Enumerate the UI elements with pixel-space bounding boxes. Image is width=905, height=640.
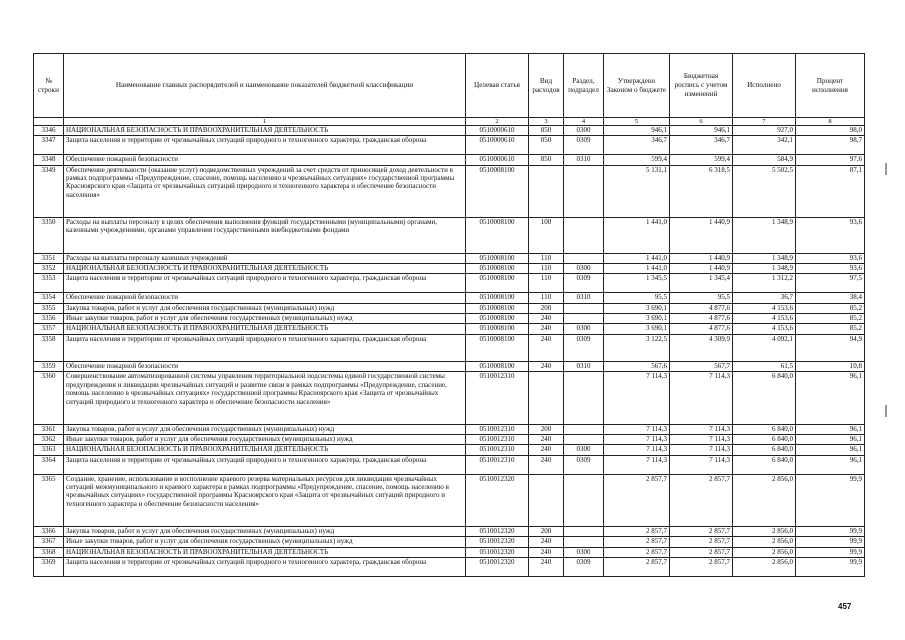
budget-list-amount: 1 440,9 xyxy=(670,263,733,273)
header-row-num: № строки xyxy=(34,54,64,118)
row-name: НАЦИОНАЛЬНАЯ БЕЗОПАСНОСТЬ И ПРАВООХРАНИТЕЛЬНАЯ ДЕЯТЕЛЬНОСТЬ xyxy=(64,445,466,455)
row-number: 3354 xyxy=(34,293,64,303)
table-row xyxy=(34,126,865,136)
column-number: 1 xyxy=(64,118,466,126)
target-article: 0510012310 xyxy=(466,372,529,424)
expense-type xyxy=(529,474,564,526)
budget-list-amount: 7 114,3 xyxy=(670,424,733,434)
table-row xyxy=(34,313,865,323)
row-number: 3346 xyxy=(34,126,64,136)
executed-amount: 2 856,0 xyxy=(733,474,796,526)
execution-percent: 85,2 xyxy=(796,324,865,334)
expense-type xyxy=(529,165,564,217)
section-code xyxy=(564,303,604,313)
execution-percent: 99,9 xyxy=(796,547,865,557)
budget-list-amount: 346,7 xyxy=(670,136,733,155)
budget-list-amount: 946,1 xyxy=(670,126,733,136)
row-number: 3353 xyxy=(34,274,64,293)
header-executed: Исполнено xyxy=(733,54,796,118)
row-number: 3364 xyxy=(34,455,64,474)
executed-amount: 927,0 xyxy=(733,126,796,136)
table-row xyxy=(34,424,865,434)
execution-percent: 10,8 xyxy=(796,361,865,371)
target-article: 0510008100 xyxy=(466,253,529,263)
approved-amount: 7 114,3 xyxy=(604,445,670,455)
execution-percent: 98,0 xyxy=(796,126,865,136)
budget-list-amount: 4 877,6 xyxy=(670,313,733,323)
executed-amount: 2 856,0 xyxy=(733,527,796,537)
section-code xyxy=(564,537,604,547)
budget-list-amount: 7 114,3 xyxy=(670,455,733,474)
row-number: 3347 xyxy=(34,136,64,155)
section-code xyxy=(564,165,604,217)
approved-amount: 2 857,7 xyxy=(604,474,670,526)
header-percent: Процент исполнения xyxy=(796,54,865,118)
column-number: 8 xyxy=(796,118,865,126)
section-code xyxy=(564,253,604,263)
table-row xyxy=(34,527,865,537)
row-name: Защита населения и территории от чрезвычайных ситуаций природного и техногенного характера, гражданская оборона xyxy=(64,455,466,474)
table-row xyxy=(34,293,865,303)
row-number: 3358 xyxy=(34,334,64,361)
row-name: Создание, хранение, использование и восполнение краевого резерва материальных ресурсов для ликвидации чрезвычайных ситуаций межмуниципального и краевого характера в рамках подпрограммы «Предупреждение, спасение, помощь населению в чрезвычайных ситуациях» государственной программы Красноярского края «Защита от чрезвычайных ситуаций природного и техногенного характера и обеспечение безопасности населения» xyxy=(64,474,466,526)
row-number: 3363 xyxy=(34,445,64,455)
executed-amount: 6 840,0 xyxy=(733,372,796,424)
row-number: 3349 xyxy=(34,165,64,217)
execution-percent: 97,6 xyxy=(796,155,865,165)
table-row xyxy=(34,334,865,361)
expense-type: 110 xyxy=(529,253,564,263)
section-code: 0300 xyxy=(564,126,604,136)
target-article: 0510008100 xyxy=(466,165,529,217)
budget-list-amount: 4 877,6 xyxy=(670,324,733,334)
execution-percent: 99,9 xyxy=(796,537,865,547)
executed-amount: 4 092,1 xyxy=(733,334,796,361)
executed-amount: 1 312,2 xyxy=(733,274,796,293)
row-number: 3351 xyxy=(34,253,64,263)
table-row xyxy=(34,165,865,217)
row-name: Расходы на выплаты персоналу в целях обеспечения выполнения функций государственными (муниципальными) органами, казенными учреждениями, органами управления государственными внебюджетными фондами xyxy=(64,217,466,253)
approved-amount: 599,4 xyxy=(604,155,670,165)
executed-amount: 36,7 xyxy=(733,293,796,303)
budget-list-amount: 7 114,3 xyxy=(670,435,733,445)
row-number: 3356 xyxy=(34,313,64,323)
expense-type: 110 xyxy=(529,274,564,293)
approved-amount: 1 345,5 xyxy=(604,274,670,293)
target-article: 0510008100 xyxy=(466,361,529,371)
executed-amount: 6 840,0 xyxy=(733,424,796,434)
header-budget-list: Бюджетная роспись с учетом изменений xyxy=(670,54,733,118)
execution-percent: 98,7 xyxy=(796,136,865,155)
execution-percent: 93,6 xyxy=(796,263,865,273)
budget-list-amount: 567,7 xyxy=(670,361,733,371)
section-code xyxy=(564,313,604,323)
row-name: Обеспечение пожарной безопасности xyxy=(64,361,466,371)
header-name: Наименование главных распорядителей и наименование показателей бюджетной классификации xyxy=(64,54,466,118)
executed-amount: 2 856,0 xyxy=(733,547,796,557)
column-numbers-row xyxy=(34,118,865,126)
budget-list-amount: 599,4 xyxy=(670,155,733,165)
expense-type: 850 xyxy=(529,155,564,165)
table-row xyxy=(34,558,865,577)
target-article: 0510000610 xyxy=(466,126,529,136)
row-number: 3355 xyxy=(34,303,64,313)
section-code: 0300 xyxy=(564,547,604,557)
table-row xyxy=(34,537,865,547)
budget-list-amount: 4 309,9 xyxy=(670,334,733,361)
table-row xyxy=(34,136,865,155)
expense-type xyxy=(529,372,564,424)
execution-percent: 97,5 xyxy=(796,274,865,293)
target-article: 0510012310 xyxy=(466,435,529,445)
row-name: Совершенствование автоматизированной системы управления территориальной подсистемы единой государственной системы предупреждения и ликвидации чрезвычайных ситуаций и развитие связи в рамках подпрограммы «Предупреждение, спасение, помощь населению в чрезвычайных ситуациях» государственной программы Красноярского края «Защита от чрезвычайных ситуаций природного и техногенного характера и обеспечение безопасности населения» xyxy=(64,372,466,424)
target-article: 0510008100 xyxy=(466,217,529,253)
table-row xyxy=(34,263,865,273)
row-name: Обеспечение пожарной безопасности xyxy=(64,155,466,165)
expense-type: 240 xyxy=(529,435,564,445)
table-row xyxy=(34,361,865,371)
section-code xyxy=(564,474,604,526)
row-name: НАЦИОНАЛЬНАЯ БЕЗОПАСНОСТЬ И ПРАВООХРАНИТЕЛЬНАЯ ДЕЯТЕЛЬНОСТЬ xyxy=(64,263,466,273)
section-code: 0309 xyxy=(564,274,604,293)
table-row xyxy=(34,155,865,165)
execution-percent: 99,9 xyxy=(796,474,865,526)
section-code: 0309 xyxy=(564,136,604,155)
table-row xyxy=(34,217,865,253)
row-name: Обеспечение пожарной безопасности xyxy=(64,293,466,303)
budget-list-amount: 7 114,3 xyxy=(670,372,733,424)
column-number: 2 xyxy=(466,118,529,126)
row-number: 3367 xyxy=(34,537,64,547)
budget-list-amount: 1 440,9 xyxy=(670,217,733,253)
table-row xyxy=(34,274,865,293)
target-article: 0510000610 xyxy=(466,155,529,165)
column-number xyxy=(34,118,64,126)
row-name: Иные закупки товаров, работ и услуг для обеспечения государственных (муниципальных) нужд xyxy=(64,537,466,547)
expense-type: 240 xyxy=(529,324,564,334)
execution-percent: 96,1 xyxy=(796,435,865,445)
approved-amount: 5 131,1 xyxy=(604,165,670,217)
budget-list-amount: 1 440,9 xyxy=(670,253,733,263)
expense-type: 200 xyxy=(529,303,564,313)
execution-percent: 96,1 xyxy=(796,424,865,434)
row-number: 3368 xyxy=(34,547,64,557)
budget-list-amount: 6 318,5 xyxy=(670,165,733,217)
column-number: 7 xyxy=(733,118,796,126)
row-number: 3359 xyxy=(34,361,64,371)
approved-amount: 567,6 xyxy=(604,361,670,371)
row-number: 3352 xyxy=(34,263,64,273)
expense-type: 240 xyxy=(529,537,564,547)
section-code xyxy=(564,372,604,424)
row-name: Защита населения и территории от чрезвычайных ситуаций природного и техногенного характера, гражданская оборона xyxy=(64,558,466,577)
target-article: 0510012320 xyxy=(466,547,529,557)
target-article: 0510008100 xyxy=(466,334,529,361)
approved-amount: 946,1 xyxy=(604,126,670,136)
budget-list-amount: 2 857,7 xyxy=(670,558,733,577)
approved-amount: 7 114,3 xyxy=(604,455,670,474)
expense-type: 110 xyxy=(529,263,564,273)
section-code xyxy=(564,435,604,445)
execution-percent: 85,2 xyxy=(796,303,865,313)
execution-percent: 99,9 xyxy=(796,558,865,577)
scan-mark xyxy=(885,405,887,417)
section-code: 0300 xyxy=(564,324,604,334)
expense-type: 200 xyxy=(529,424,564,434)
target-article: 0510008100 xyxy=(466,274,529,293)
executed-amount: 4 153,6 xyxy=(733,324,796,334)
row-number: 3361 xyxy=(34,424,64,434)
approved-amount: 1 441,0 xyxy=(604,217,670,253)
approved-amount: 346,7 xyxy=(604,136,670,155)
section-code: 0309 xyxy=(564,558,604,577)
row-number: 3360 xyxy=(34,372,64,424)
budget-list-amount: 2 857,7 xyxy=(670,474,733,526)
row-name: НАЦИОНАЛЬНАЯ БЕЗОПАСНОСТЬ И ПРАВООХРАНИТЕЛЬНАЯ ДЕЯТЕЛЬНОСТЬ xyxy=(64,324,466,334)
budget-list-amount: 1 345,4 xyxy=(670,274,733,293)
table-row xyxy=(34,445,865,455)
row-number: 3366 xyxy=(34,527,64,537)
row-name: Обеспечение деятельности (оказание услуг) подведомственных учреждений за счет средств от приносящей доход деятельности в рамках подпрограммы «Предупреждение, спасение, помощь населению в чрезвычайных ситуациях» государственной программы Красноярского края «Защита от чрезвычайных ситуаций природного и техногенного характера и обеспечение безопасности населения» xyxy=(64,165,466,217)
budget-list-amount: 2 857,7 xyxy=(670,537,733,547)
executed-amount: 1 348,9 xyxy=(733,263,796,273)
header-section: Раздел, подраздел xyxy=(564,54,604,118)
executed-amount: 1 348,9 xyxy=(733,253,796,263)
expense-type: 850 xyxy=(529,126,564,136)
table-row xyxy=(34,455,865,474)
section-code xyxy=(564,424,604,434)
row-number: 3350 xyxy=(34,217,64,253)
header-approved: Утверждено Законом о бюджете xyxy=(604,54,670,118)
executed-amount: 6 840,0 xyxy=(733,455,796,474)
header-row xyxy=(34,54,865,118)
approved-amount: 7 114,3 xyxy=(604,424,670,434)
executed-amount: 1 348,9 xyxy=(733,217,796,253)
row-number: 3362 xyxy=(34,435,64,445)
section-code xyxy=(564,527,604,537)
header-target: Целевая статья xyxy=(466,54,529,118)
section-code: 0309 xyxy=(564,455,604,474)
table-row xyxy=(34,474,865,526)
execution-percent: 93,6 xyxy=(796,217,865,253)
execution-percent: 93,6 xyxy=(796,253,865,263)
target-article: 0510008100 xyxy=(466,324,529,334)
header-expense-type: Вид расходов xyxy=(529,54,564,118)
execution-percent: 85,2 xyxy=(796,313,865,323)
budget-list-amount: 4 877,6 xyxy=(670,303,733,313)
approved-amount: 2 857,7 xyxy=(604,558,670,577)
target-article: 0510000610 xyxy=(466,136,529,155)
budget-list-amount: 95,5 xyxy=(670,293,733,303)
executed-amount: 584,9 xyxy=(733,155,796,165)
expense-type: 240 xyxy=(529,361,564,371)
approved-amount: 1 441,0 xyxy=(604,253,670,263)
target-article: 0510008100 xyxy=(466,303,529,313)
approved-amount: 2 857,7 xyxy=(604,537,670,547)
section-code: 0300 xyxy=(564,263,604,273)
expense-type: 240 xyxy=(529,455,564,474)
column-number: 3 xyxy=(529,118,564,126)
page-number: 457 xyxy=(838,602,852,611)
execution-percent: 96,1 xyxy=(796,372,865,424)
target-article: 0510012320 xyxy=(466,558,529,577)
row-name: Закупка товаров, работ и услуг для обеспечения государственных (муниципальных) нужд xyxy=(64,303,466,313)
approved-amount: 1 441,0 xyxy=(604,263,670,273)
execution-percent: 87,1 xyxy=(796,165,865,217)
expense-type: 240 xyxy=(529,558,564,577)
table-row xyxy=(34,253,865,263)
approved-amount: 3 122,5 xyxy=(604,334,670,361)
approved-amount: 7 114,3 xyxy=(604,372,670,424)
approved-amount: 2 857,7 xyxy=(604,527,670,537)
expense-type: 240 xyxy=(529,334,564,361)
executed-amount: 6 840,0 xyxy=(733,435,796,445)
target-article: 0510012310 xyxy=(466,455,529,474)
budget-list-amount: 7 114,3 xyxy=(670,445,733,455)
executed-amount: 5 502,5 xyxy=(733,165,796,217)
executed-amount: 4 153,6 xyxy=(733,313,796,323)
expense-type: 240 xyxy=(529,445,564,455)
table-row xyxy=(34,372,865,424)
target-article: 0510008100 xyxy=(466,263,529,273)
row-name: Иные закупки товаров, работ и услуг для обеспечения государственных (муниципальных) нужд xyxy=(64,435,466,445)
table-row xyxy=(34,303,865,313)
column-number: 6 xyxy=(670,118,733,126)
row-number: 3369 xyxy=(34,558,64,577)
budget-list-amount: 2 857,7 xyxy=(670,547,733,557)
executed-amount: 342,1 xyxy=(733,136,796,155)
section-code xyxy=(564,217,604,253)
expense-type: 240 xyxy=(529,313,564,323)
row-number: 3365 xyxy=(34,474,64,526)
section-code: 0310 xyxy=(564,361,604,371)
budget-table xyxy=(33,53,865,577)
execution-percent: 96,1 xyxy=(796,455,865,474)
executed-amount: 2 856,0 xyxy=(733,558,796,577)
table-body xyxy=(34,126,865,577)
column-number: 4 xyxy=(564,118,604,126)
row-name: Закупка товаров, работ и услуг для обеспечения государственных (муниципальных) нужд xyxy=(64,424,466,434)
expense-type: 200 xyxy=(529,527,564,537)
row-name: Иные закупки товаров, работ и услуг для обеспечения государственных (муниципальных) нужд xyxy=(64,313,466,323)
approved-amount: 3 690,1 xyxy=(604,324,670,334)
row-name: Защита населения и территории от чрезвычайных ситуаций природного и техногенного характера, гражданская оборона xyxy=(64,274,466,293)
section-code: 0300 xyxy=(564,445,604,455)
target-article: 0510012320 xyxy=(466,527,529,537)
executed-amount: 2 856,0 xyxy=(733,537,796,547)
execution-percent: 96,1 xyxy=(796,445,865,455)
table-row xyxy=(34,435,865,445)
executed-amount: 6 840,0 xyxy=(733,445,796,455)
target-article: 0510012320 xyxy=(466,474,529,526)
table-row xyxy=(34,324,865,334)
row-name: Защита населения и территории от чрезвычайных ситуаций природного и техногенного характера, гражданская оборона xyxy=(64,334,466,361)
row-number: 3357 xyxy=(34,324,64,334)
execution-percent: 99,9 xyxy=(796,527,865,537)
row-number: 3348 xyxy=(34,155,64,165)
approved-amount: 95,5 xyxy=(604,293,670,303)
approved-amount: 7 114,3 xyxy=(604,435,670,445)
section-code: 0310 xyxy=(564,155,604,165)
budget-list-amount: 2 857,7 xyxy=(670,527,733,537)
section-code: 0310 xyxy=(564,293,604,303)
target-article: 0510012310 xyxy=(466,424,529,434)
target-article: 0510008100 xyxy=(466,293,529,303)
approved-amount: 2 857,7 xyxy=(604,547,670,557)
row-name: Расходы на выплаты персоналу казенных учреждений xyxy=(64,253,466,263)
expense-type: 850 xyxy=(529,136,564,155)
approved-amount: 3 690,1 xyxy=(604,313,670,323)
expense-type: 110 xyxy=(529,293,564,303)
row-name: НАЦИОНАЛЬНАЯ БЕЗОПАСНОСТЬ И ПРАВООХРАНИТЕЛЬНАЯ ДЕЯТЕЛЬНОСТЬ xyxy=(64,126,466,136)
executed-amount: 61,5 xyxy=(733,361,796,371)
scan-mark xyxy=(885,163,887,175)
column-number: 5 xyxy=(604,118,670,126)
section-code: 0309 xyxy=(564,334,604,361)
target-article: 0510012320 xyxy=(466,537,529,547)
execution-percent: 38,4 xyxy=(796,293,865,303)
table-row xyxy=(34,547,865,557)
row-name: НАЦИОНАЛЬНАЯ БЕЗОПАСНОСТЬ И ПРАВООХРАНИТЕЛЬНАЯ ДЕЯТЕЛЬНОСТЬ xyxy=(64,547,466,557)
row-name: Закупка товаров, работ и услуг для обеспечения государственных (муниципальных) нужд xyxy=(64,527,466,537)
approved-amount: 3 690,1 xyxy=(604,303,670,313)
row-name: Защита населения и территории от чрезвычайных ситуаций природного и техногенного характера, гражданская оборона xyxy=(64,136,466,155)
expense-type: 100 xyxy=(529,217,564,253)
expense-type: 240 xyxy=(529,547,564,557)
execution-percent: 94,9 xyxy=(796,334,865,361)
target-article: 0510008100 xyxy=(466,313,529,323)
executed-amount: 4 153,6 xyxy=(733,303,796,313)
target-article: 0510012310 xyxy=(466,445,529,455)
